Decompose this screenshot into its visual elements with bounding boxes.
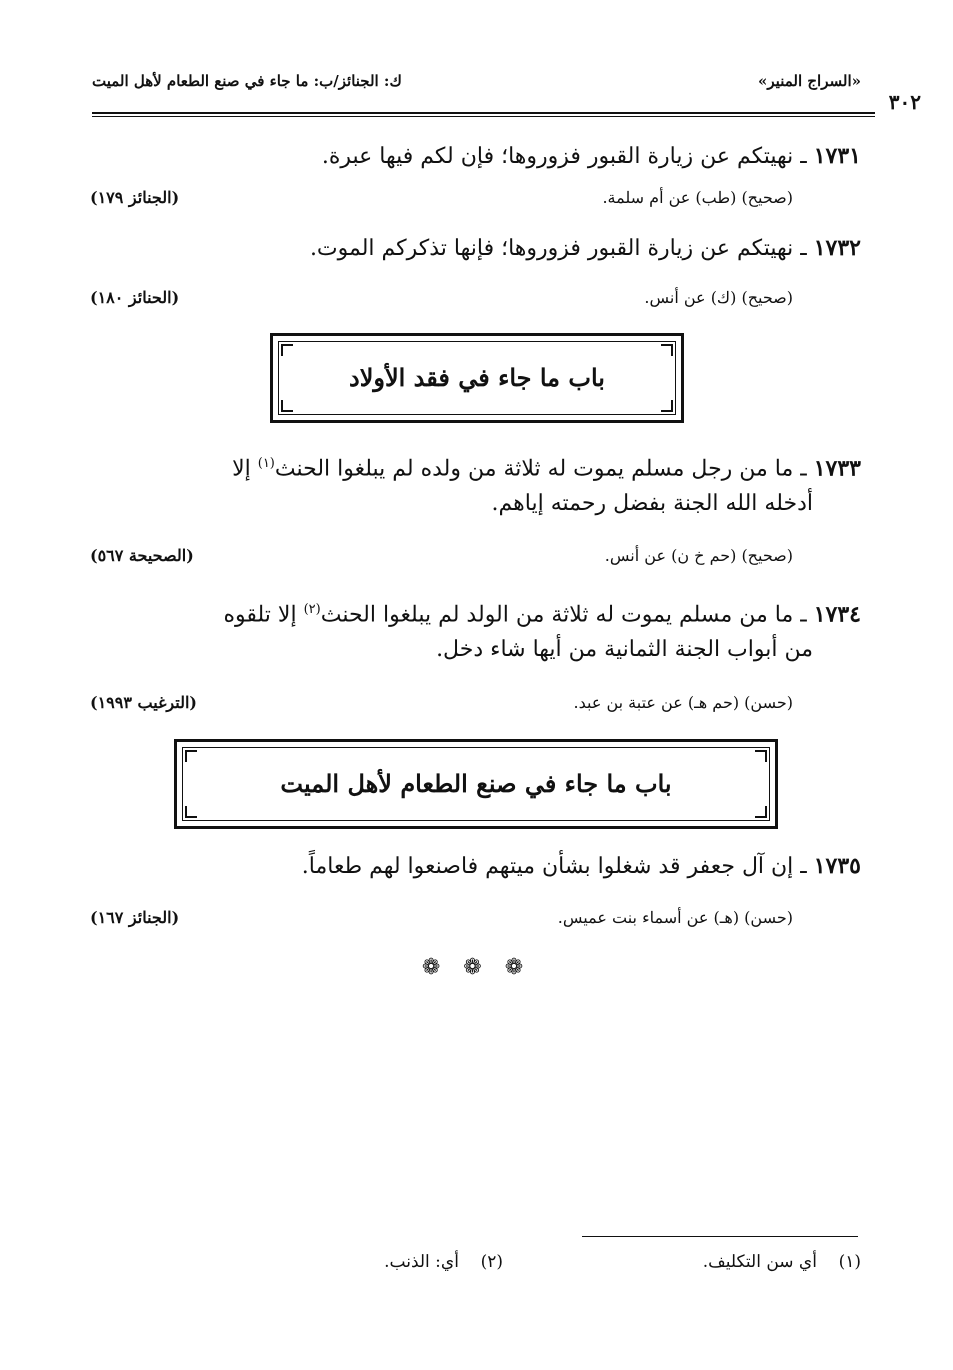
hadith-text: إلا تلقوه xyxy=(223,602,304,628)
footnote-mark: (٢) xyxy=(480,1252,503,1272)
header-rule-thin xyxy=(92,116,875,117)
page-number: ٣٠٢ xyxy=(888,90,921,114)
hadith-grade: (حسن) (هـ) عن أسماء بنت عميس. xyxy=(557,908,793,927)
ornament-separator: ❁ ❁ ❁ xyxy=(421,955,532,980)
footnote-mark: (١) xyxy=(838,1252,861,1272)
footnote-2 xyxy=(384,1252,503,1272)
running-chapter: ك: الجنائز/ب: ما جاء في صنع الطعام لأهل الميت xyxy=(92,72,402,90)
chapter-title: باب ما جاء في فقد الأولاد xyxy=(349,363,605,392)
hadith-number: ١٧٣٤ xyxy=(813,601,861,628)
hadith-1734-continued: من أبواب الجنة الثمانية من أيها شاء دخل. xyxy=(436,637,813,662)
hadith-grade: (صحيح) (ك) عن أنس. xyxy=(644,288,793,307)
hadith-grade: (حسن) (حم هـ) عن عتبة بن عبد. xyxy=(573,693,793,712)
hadith-number: ١٧٣١ xyxy=(813,143,861,169)
hadith-1733 xyxy=(86,444,861,489)
hadith-reference: (الترغيب ١٩٩٣) xyxy=(90,693,197,712)
header-rule xyxy=(92,112,875,114)
footnote-marker[interactable]: (١) xyxy=(257,456,275,471)
chapter-heading-frame xyxy=(174,739,778,829)
hadith-reference: (الحنائز ١٨٠) xyxy=(90,288,180,307)
hadith-text: ـ إن آل جعفر قد شغلوا بشأن ميتهم فاصنعوا لهم طعاماً. xyxy=(301,854,807,879)
hadith-reference: (الجنائز ١٧٩) xyxy=(90,188,180,207)
chapter-title: باب ما جاء في صنع الطعام لأهل الميت xyxy=(280,769,672,798)
hadith-number: ١٧٣٥ xyxy=(813,853,861,879)
hadith-reference: (الجنائز ١٦٧) xyxy=(90,908,180,927)
hadith-text: ـ ما من رجل مسلم يموت له ثلاثة من ولده لم يبلغوا الحنث xyxy=(274,456,807,482)
hadith-reference: (الصحيحة ٥٦٧) xyxy=(90,546,194,565)
hadith-grade: (صحيح) (طب) عن أم سلمة. xyxy=(602,188,793,207)
hadith-text: ـ نهيتكم عن زيارة القبور فزوروها؛ فإنها تذكركم الموت. xyxy=(309,236,807,261)
hadith-1731 xyxy=(86,136,861,177)
footnote-text: أي سن التكليف. xyxy=(702,1252,817,1272)
footnote-rule xyxy=(582,1236,858,1237)
hadith-1733-continued: أدخله الله الجنة بفضل رحمته إياهم. xyxy=(491,491,813,516)
hadith-1735 xyxy=(86,846,861,887)
hadith-text: ـ ما من مسلم يموت له ثلاثة من الولد لم يبلغوا الحنث xyxy=(320,602,807,628)
hadith-text: ـ نهيتكم عن زيارة القبور فزوروها؛ فإن لكم فيها عبرة. xyxy=(321,144,807,169)
hadith-1734 xyxy=(86,590,861,635)
footnote-1 xyxy=(703,1252,861,1272)
chapter-heading-frame xyxy=(270,333,684,423)
footnote-text: أي: الذنب. xyxy=(384,1252,459,1272)
hadith-grade: (صحيح) (حم خ ن) عن أنس. xyxy=(604,546,793,565)
hadith-1732 xyxy=(86,228,861,269)
running-title: «السراج المنير» xyxy=(758,72,861,90)
hadith-number: ١٧٣٣ xyxy=(813,455,861,482)
hadith-text: إلا xyxy=(232,456,258,482)
hadith-number: ١٧٣٢ xyxy=(813,235,861,261)
footnote-marker[interactable]: (٢) xyxy=(303,602,321,617)
